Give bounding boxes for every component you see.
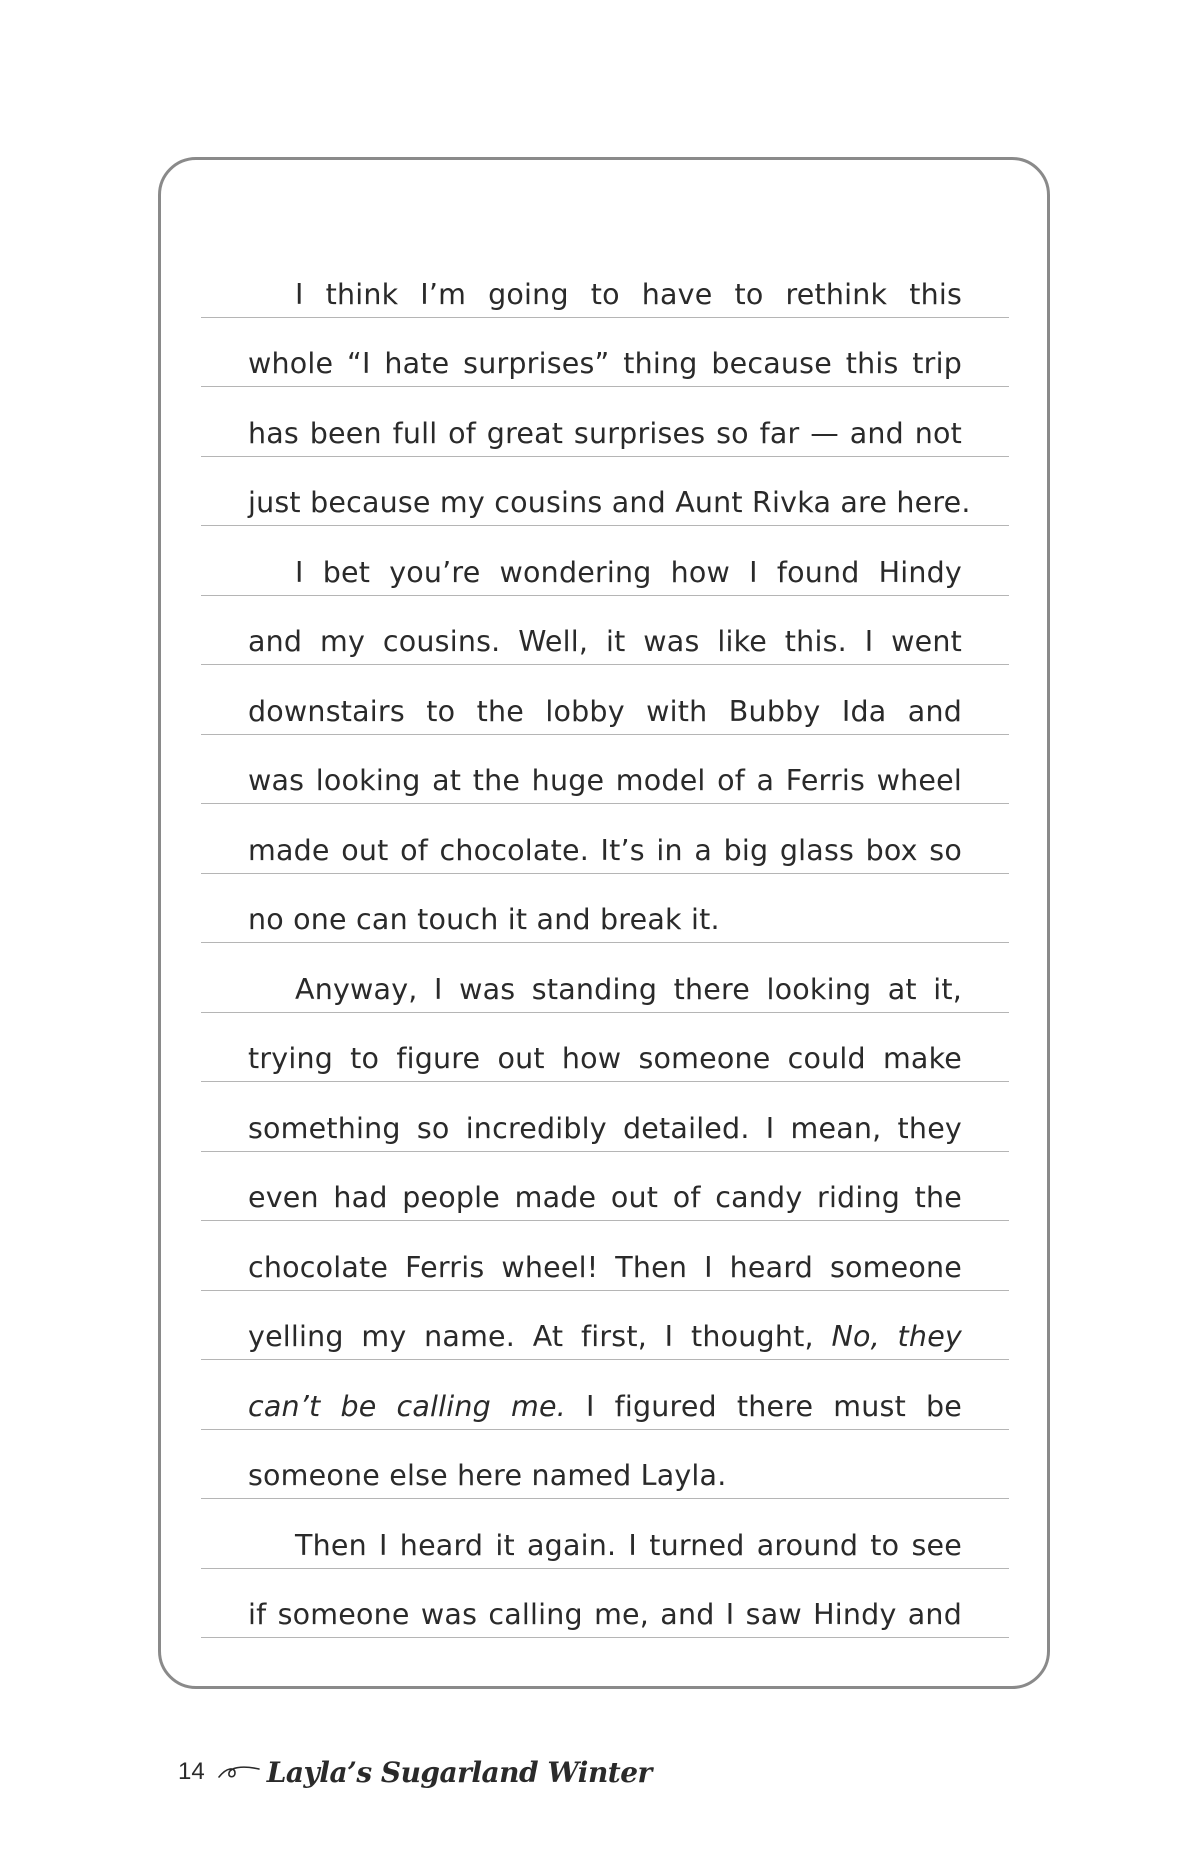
text-line: no one can touch it and break it. [201,874,1009,944]
text-line: Then I heard it again. I turned around to see [201,1499,1009,1569]
text-line: downstairs to the lobby with Bubby Ida and [201,665,1009,735]
text-line: chocolate Ferris wheel! Then I heard someone [201,1221,1009,1291]
text-line: trying to figure out how someone could make [201,1013,1009,1083]
text-line: was looking at the huge model of a Ferris wheel [201,735,1009,805]
text-line: yelling my name. At first, I thought, No, they [201,1291,1009,1361]
text-line: made out of chocolate. It’s in a big glass box so [201,804,1009,874]
text-line: if someone was calling me, and I saw Hindy and [201,1569,1009,1639]
swirl-ornament-icon [217,1761,261,1783]
text-line: someone else here named Layla. [201,1430,1009,1500]
book-title: Layla’s Sugarland Winter [266,1755,652,1789]
text-line: I think I’m going to have to rethink this [201,248,1009,318]
text-line: something so incredibly detailed. I mean, they [201,1082,1009,1152]
text-line: I bet you’re wondering how I found Hindy [201,526,1009,596]
text-line: has been full of great surprises so far — and not [201,387,1009,457]
text-line: and my cousins. Well, it was like this. I went [201,596,1009,666]
page-number: 14 [178,1758,205,1785]
text-line: just because my cousins and Aunt Rivka are here. [201,457,1009,527]
text-line: can’t be calling me. I figured there must be [201,1360,1009,1430]
page-footer [178,1752,652,1792]
text-line: Anyway, I was standing there looking at it, [201,943,1009,1013]
text-line: even had people made out of candy riding the [201,1152,1009,1222]
text-line: whole “I hate surprises” thing because this trip [201,318,1009,388]
ruled-text-body [201,248,1009,1638]
